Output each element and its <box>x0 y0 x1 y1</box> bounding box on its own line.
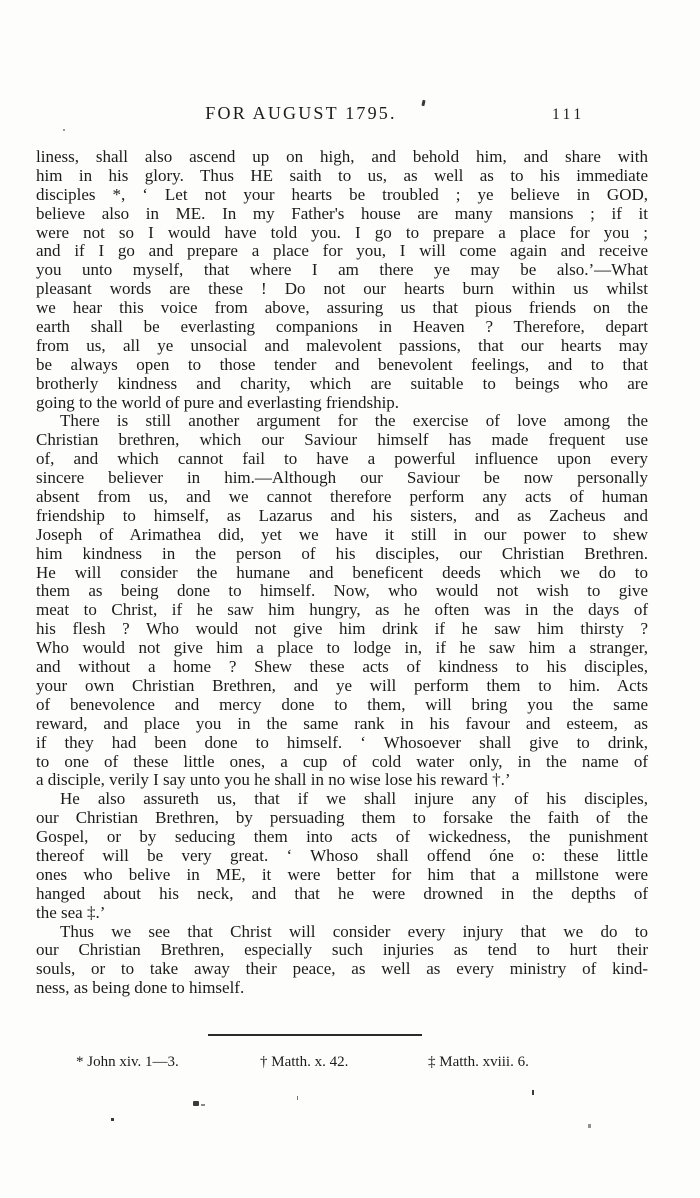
page-body <box>36 148 648 998</box>
scan-speck <box>63 129 65 131</box>
text-line: pleasant words are these ! Do not our hearts burn within us whilst <box>36 279 648 299</box>
footnote-item: † Matth. x. 42. <box>260 1054 349 1070</box>
text-line: were not so I would have told you. I go to prepare a place for you ; <box>36 222 648 242</box>
text-line: brotherly kindness and charity, which are suitable to beings who are <box>36 373 648 393</box>
text-line: hanged about his neck, and that he were drowned in the depths of <box>36 883 648 903</box>
text-line: your own Christian Brethren, and ye will perform them to him. Acts <box>36 675 648 695</box>
paragraph <box>36 412 648 790</box>
text-line: be always open to those tender and benevolent feelings, and to that <box>36 354 648 374</box>
paragraph <box>36 148 648 412</box>
text-line: ness, as being done to himself. <box>36 978 245 998</box>
text-line: a disciple, verily I say unto you he shall in no wise lose his reward †.’ <box>36 770 511 790</box>
text-line: earth shall be everlasting companions in Heaven ? Therefore, depart <box>36 317 648 337</box>
text-line: Christian brethren, which our Saviour himself has made frequent use <box>36 430 648 450</box>
text-line: the sea ‡.’ <box>36 902 106 922</box>
text-line: Thus we see that Christ will consider every injury that we do to <box>60 921 648 941</box>
text-line: if they had been done to himself. ‘ Whosoever shall give to drink, <box>36 732 648 752</box>
footnotes <box>36 1054 656 1076</box>
scan-speck <box>532 1090 534 1095</box>
text-line: them as being done to himself. Now, who would not wish to give <box>36 581 648 601</box>
text-line: ones who belive in ME, it were better for him that a millstone were <box>36 864 648 884</box>
footnote-item: ‡ Matth. xviii. 6. <box>428 1054 529 1070</box>
text-line: we hear this voice from above, assuring us that pious friends on the <box>36 298 648 318</box>
text-line: disciples *, ‘ Let not your hearts be troubled ; ye believe in GOD, <box>36 184 648 204</box>
text-line: him in his glory. Thus HE saith to us, as well as to his immediate <box>36 165 648 185</box>
scan-speck <box>193 1101 199 1106</box>
text-line: our Christian Brethren, by persuading them to forsake the faith of the <box>36 808 648 828</box>
text-line: his flesh ? Who would not give him drink if he saw him thirsty ? <box>36 619 648 639</box>
text-line: sincere believer in him.—Although our Saviour be now personally <box>36 468 648 488</box>
text-line: our Christian Brethren, especially such injuries as tend to hurt their <box>36 940 648 960</box>
text-line: Who would not give him a place to lodge in, if he saw him a stranger, <box>36 638 648 658</box>
text-line: Joseph of Arimathea did, yet we have it still in our power to shew <box>36 524 648 544</box>
text-line: reward, and place you in the same rank in his favour and esteem, as <box>36 713 648 733</box>
footnote-item: * John xiv. 1—3. <box>76 1054 179 1070</box>
scan-speck <box>111 1118 114 1121</box>
text-line: going to the world of pure and everlasting friendship. <box>36 392 400 412</box>
text-line: from us, all ye unsocial and malevolent passions, that our hearts may <box>36 335 648 355</box>
text-line: believe also in ME. In my Father's house are many mansions ; if it <box>36 203 648 223</box>
text-line: He will consider the humane and beneficent deeds which we do to <box>36 562 648 582</box>
text-line: to one of these little ones, a cup of cold water only, in the name of <box>36 751 648 771</box>
text-line: him kindness in the person of his disciples, our Christian Brethren. <box>36 543 648 563</box>
text-line: and if I go and prepare a place for you, I will come again and receive <box>36 241 648 261</box>
text-line: and without a home ? Shew these acts of kindness to his disciples, <box>36 657 648 677</box>
text-line: you unto myself, that where I am there ye may be also.’—What <box>36 260 648 280</box>
text-line: Gospel, or by seducing them into acts of wickedness, the punishment <box>36 827 648 847</box>
text-line: thereof will be very great. ‘ Whoso shall offend óne o: these little <box>36 845 648 865</box>
scan-speck <box>297 1096 298 1100</box>
text-line: absent from us, and we cannot therefore perform any acts of human <box>36 487 648 507</box>
text-line: meat to Christ, if he saw him hungry, as he often was in the days of <box>36 600 648 620</box>
footnote-divider <box>208 1034 422 1036</box>
text-line: friendship to himself, as Lazarus and his sisters, and as Zacheus and <box>36 505 648 525</box>
text-line: of, and which cannot fail to have a powerful influence upon every <box>36 449 648 469</box>
text-line: liness, shall also ascend up on high, and behold him, and share with <box>36 147 648 166</box>
paragraph <box>36 923 648 999</box>
text-line: of benevolence and mercy done to them, will bring you the same <box>36 694 648 714</box>
scan-speck <box>588 1124 591 1128</box>
scan-speck <box>201 1104 205 1106</box>
text-line: He also assureth us, that if we shall injure any of his disciples, <box>60 789 648 809</box>
paragraph <box>36 790 648 922</box>
text-line: There is still another argument for the exercise of love among the <box>60 411 648 431</box>
text-line: souls, or to take away their peace, as well as every ministry of kind- <box>36 959 648 979</box>
page-number: 111 <box>552 106 585 123</box>
page-title: FOR AUGUST 1795. <box>205 103 397 123</box>
